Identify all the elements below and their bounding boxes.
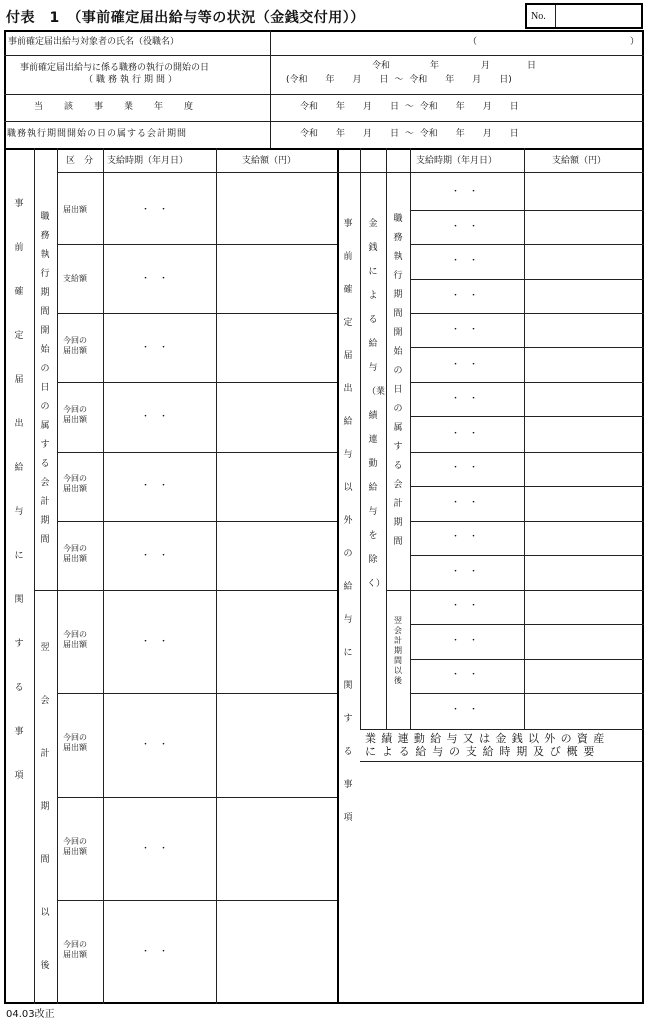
- right-date-dots-3[interactable]: ・ ・: [451, 256, 479, 266]
- other-payment-note-field[interactable]: [362, 763, 642, 1002]
- left-row-label-8: 今回の届出額: [63, 733, 87, 752]
- left-date-dots-9[interactable]: ・ ・: [141, 844, 169, 854]
- year-top: 年: [430, 61, 440, 71]
- fiscal-year-value[interactable]: 令和 年 月 日 ～ 令和 年 月 日: [300, 102, 519, 112]
- day-top: 日: [527, 61, 537, 71]
- left-date-dots-7[interactable]: ・ ・: [141, 637, 169, 647]
- paren-open: （: [468, 37, 478, 47]
- era-top: 令和: [372, 61, 391, 71]
- right-amount-header: 支給額（円）: [552, 156, 607, 166]
- cash-payment-group-label: 金銭による給与（業績連動給与を除く）: [367, 219, 386, 589]
- month-top: 月: [481, 61, 491, 71]
- right-date-dots-16[interactable]: ・ ・: [451, 705, 479, 715]
- left-row-label-6: 今回の届出額: [63, 544, 87, 563]
- timing-header: 支給時期（年月日）: [107, 156, 189, 166]
- accounting-period-value[interactable]: 令和 年 月 日 ～ 令和 年 月 日: [300, 129, 519, 139]
- left-row-label-2: 支給額: [63, 274, 87, 283]
- next-period-group-label: 翌会計期間以後: [40, 643, 50, 971]
- fiscal-year-label: 当 該 事 業 年 度: [34, 102, 200, 112]
- amount-header: 支給額（円）: [242, 156, 297, 166]
- revision-note: 04.03改正: [6, 1009, 55, 1020]
- target-person-label: 事前確定届出給与対象者の氏名（役職名）: [8, 37, 180, 47]
- left-section-title: 事前確定届出給与に関する事項: [14, 199, 24, 781]
- right-date-dots-5[interactable]: ・ ・: [451, 325, 479, 335]
- left-date-dots-8[interactable]: ・ ・: [141, 740, 169, 750]
- left-row-label-5: 今回の届出額: [63, 474, 87, 493]
- right-date-dots-7[interactable]: ・ ・: [451, 394, 479, 404]
- right-date-dots-8[interactable]: ・ ・: [451, 429, 479, 439]
- right-date-dots-2[interactable]: ・ ・: [451, 222, 479, 232]
- left-row-label-7: 今回の届出額: [63, 630, 87, 649]
- left-date-dots-1[interactable]: ・ ・: [141, 205, 169, 215]
- right-next-period-label: 翌会計期間以後: [394, 616, 402, 685]
- left-date-dots-5[interactable]: ・ ・: [141, 481, 169, 491]
- target-person-field[interactable]: [272, 32, 642, 54]
- current-period-group-label: 職務執行期間開始の日の属する会計期間: [40, 212, 50, 545]
- left-date-dots-3[interactable]: ・ ・: [141, 343, 169, 353]
- execution-period-value: (令和 年 月 日 ～ 令和 年 月 日): [286, 75, 512, 85]
- right-date-dots-11[interactable]: ・ ・: [451, 532, 479, 542]
- paren-close: ）: [630, 37, 640, 47]
- right-date-dots-12[interactable]: ・ ・: [451, 567, 479, 577]
- right-date-dots-4[interactable]: ・ ・: [451, 291, 479, 301]
- right-date-dots-9[interactable]: ・ ・: [451, 463, 479, 473]
- other-payment-note-line1: 業績連動給与又は金銭以外の資産: [365, 732, 610, 745]
- left-row-label-10: 今回の届出額: [63, 940, 87, 959]
- left-row-label-3: 今回の届出額: [63, 336, 87, 355]
- left-row-label-1: 届出額: [63, 205, 87, 214]
- number-box[interactable]: [525, 3, 643, 29]
- left-date-dots-4[interactable]: ・ ・: [141, 412, 169, 422]
- other-payment-note-line2: による給与の支給時期及び概要: [365, 745, 601, 758]
- left-row-label-9: 今回の届出額: [63, 837, 87, 856]
- number-label: No.: [531, 11, 546, 22]
- right-date-dots-1[interactable]: ・ ・: [451, 187, 479, 197]
- left-row-label-4: 今回の届出額: [63, 405, 87, 424]
- right-date-dots-14[interactable]: ・ ・: [451, 636, 479, 646]
- accounting-period-label: 職務執行期間開始の日の属する会計期間: [7, 129, 188, 139]
- right-current-period-label: 職務執行期間開始の日の属する会計期間: [393, 214, 403, 547]
- left-date-dots-6[interactable]: ・ ・: [141, 551, 169, 561]
- right-date-dots-10[interactable]: ・ ・: [451, 498, 479, 508]
- category-header: 区 分: [66, 156, 94, 166]
- execution-start-label: 事前確定届出給与に係る職務の執行の開始の日: [20, 63, 210, 73]
- right-date-dots-15[interactable]: ・ ・: [451, 670, 479, 680]
- left-date-dots-2[interactable]: ・ ・: [141, 274, 169, 284]
- left-date-dots-10[interactable]: ・ ・: [141, 947, 169, 957]
- execution-period-label: （職務執行期間）: [84, 75, 181, 85]
- right-date-dots-13[interactable]: ・ ・: [451, 601, 479, 611]
- right-section-title: 事前確定届出給与以外の給与に関する事項: [343, 219, 353, 823]
- page-title: 付表 1 （事前確定届出給与等の状況（金銭交付用））: [6, 10, 365, 26]
- execution-period-field[interactable]: [272, 57, 642, 93]
- right-date-dots-6[interactable]: ・ ・: [451, 360, 479, 370]
- right-timing-header: 支給時期（年月日）: [416, 156, 498, 166]
